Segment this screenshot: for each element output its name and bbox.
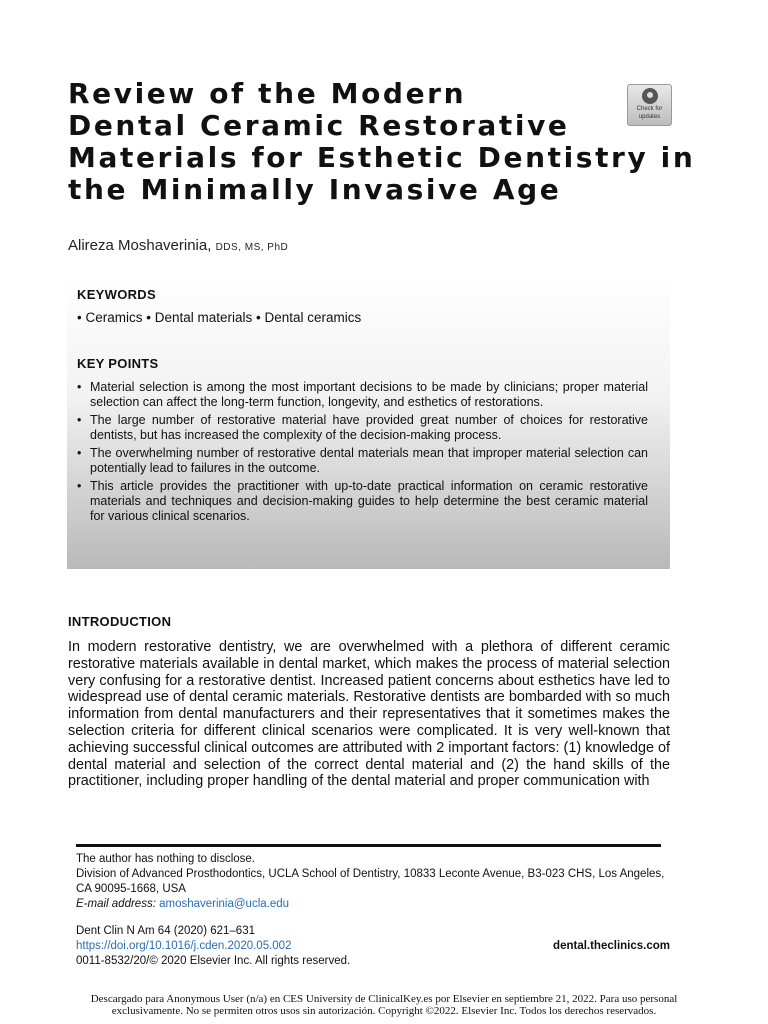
crossmark-icon bbox=[642, 88, 658, 104]
footnote bbox=[76, 852, 666, 912]
author-degrees: DDS, MS, PhD bbox=[215, 242, 289, 253]
email-label: E-mail address: bbox=[76, 898, 156, 910]
check-for-updates-badge[interactable] bbox=[627, 84, 672, 126]
journal-citation: Dent Clin N Am 64 (2020) 621–631 bbox=[76, 925, 255, 937]
author-name: Alireza Moshaverinia, bbox=[68, 237, 212, 254]
key-point-item bbox=[75, 479, 648, 524]
notice-line2: exclusivamente. No se permiten otros usos sin autorización. Copyright ©2022. Elsevier Inc. Todos los derechos reservados. bbox=[111, 1005, 657, 1017]
affiliation: Division of Advanced Prosthodontics, UCLA School of Dentistry, 10833 Leconte Avenue, B3-023 CHS, Los Angeles, CA 90095-1668, USA bbox=[76, 868, 665, 895]
key-point-text: The overwhelming number of restorative dental materials mean that improper material selection can potentially lead to failures in the outcome. bbox=[90, 446, 648, 475]
key-point-text: This article provides the practitioner with up-to-date practical information on ceramic restorative materials and techniques and decision-making guides to help determine the best ceramic material for various clinical scenarios. bbox=[90, 479, 648, 523]
badge-text-line1: Check for bbox=[636, 106, 663, 112]
key-points-list bbox=[75, 380, 648, 527]
key-point-text: The large number of restorative material have provided great number of choices for restorative dentists, but has increased the complexity of the decision-making process. bbox=[90, 413, 648, 442]
email-link[interactable]: amoshaverinia@ucla.edu bbox=[159, 898, 290, 910]
bullet-icon: • bbox=[77, 413, 82, 427]
title-line: Review of the Modern bbox=[68, 77, 467, 110]
citation-block bbox=[76, 924, 670, 969]
keywords-heading: KEYWORDS bbox=[77, 287, 156, 302]
bullet-icon: • bbox=[77, 446, 82, 460]
bullet-icon: • bbox=[77, 479, 82, 493]
title-line: Materials for Esthetic Dentistry in bbox=[68, 141, 696, 174]
bullet-icon: • bbox=[77, 380, 82, 394]
key-point-item bbox=[75, 446, 648, 476]
article-title bbox=[68, 77, 696, 206]
key-point-item bbox=[75, 380, 648, 410]
keywords-keypoints-box bbox=[67, 279, 670, 569]
key-points-heading: KEY POINTS bbox=[77, 356, 159, 371]
journal-site: dental.theclinics.com bbox=[553, 940, 670, 952]
notice-line1: Descargado para Anonymous User (n/a) en CES University de ClinicalKey.es por Elsevier en septiembre 21, 2022. Para uso personal bbox=[90, 993, 678, 1005]
key-point-item bbox=[75, 413, 648, 443]
badge-text-line2: updates bbox=[638, 114, 661, 120]
keywords-list: • Ceramics • Dental materials • Dental ceramics bbox=[77, 310, 362, 325]
copyright: 0011-8532/20/© 2020 Elsevier Inc. All rights reserved. bbox=[76, 955, 351, 967]
key-point-text: Material selection is among the most important decisions to be made by clinicians; proper material selection can affect the long-term function, longevity, and esthetics of restorations. bbox=[90, 380, 648, 409]
disclosure: The author has nothing to disclose. bbox=[76, 853, 256, 865]
title-line: the Minimally Invasive Age bbox=[68, 173, 562, 206]
author-line bbox=[68, 237, 288, 254]
doi-link[interactable]: https://doi.org/10.1016/j.cden.2020.05.002 bbox=[76, 940, 292, 952]
email-line bbox=[76, 897, 666, 912]
title-line: Dental Ceramic Restorative bbox=[68, 109, 570, 142]
download-notice bbox=[0, 993, 768, 1017]
introduction-heading: INTRODUCTION bbox=[68, 614, 172, 629]
footnote-divider bbox=[76, 844, 661, 847]
introduction-paragraph: In modern restorative dentistry, we are overwhelmed with a plethora of different ceramic restorative materials available in dental market, which makes the process of material selection very confusing for a restorative dentist. Increased patient concerns about esthetics have led to widespread use of dental ceramic materials. Restorative dentists are bombarded with so much information from dental manufacturers and their representatives that it sometimes makes the selection criteria for different clinical scenarios were complicated. It is very well-known that achieving successful clinical outcomes are attributed with 2 important factors: (1) knowledge of dental material and selection of the correct dental material and (2) the hand skills of the practitioner, including proper handling of the dental material and proper communication with bbox=[68, 639, 670, 790]
